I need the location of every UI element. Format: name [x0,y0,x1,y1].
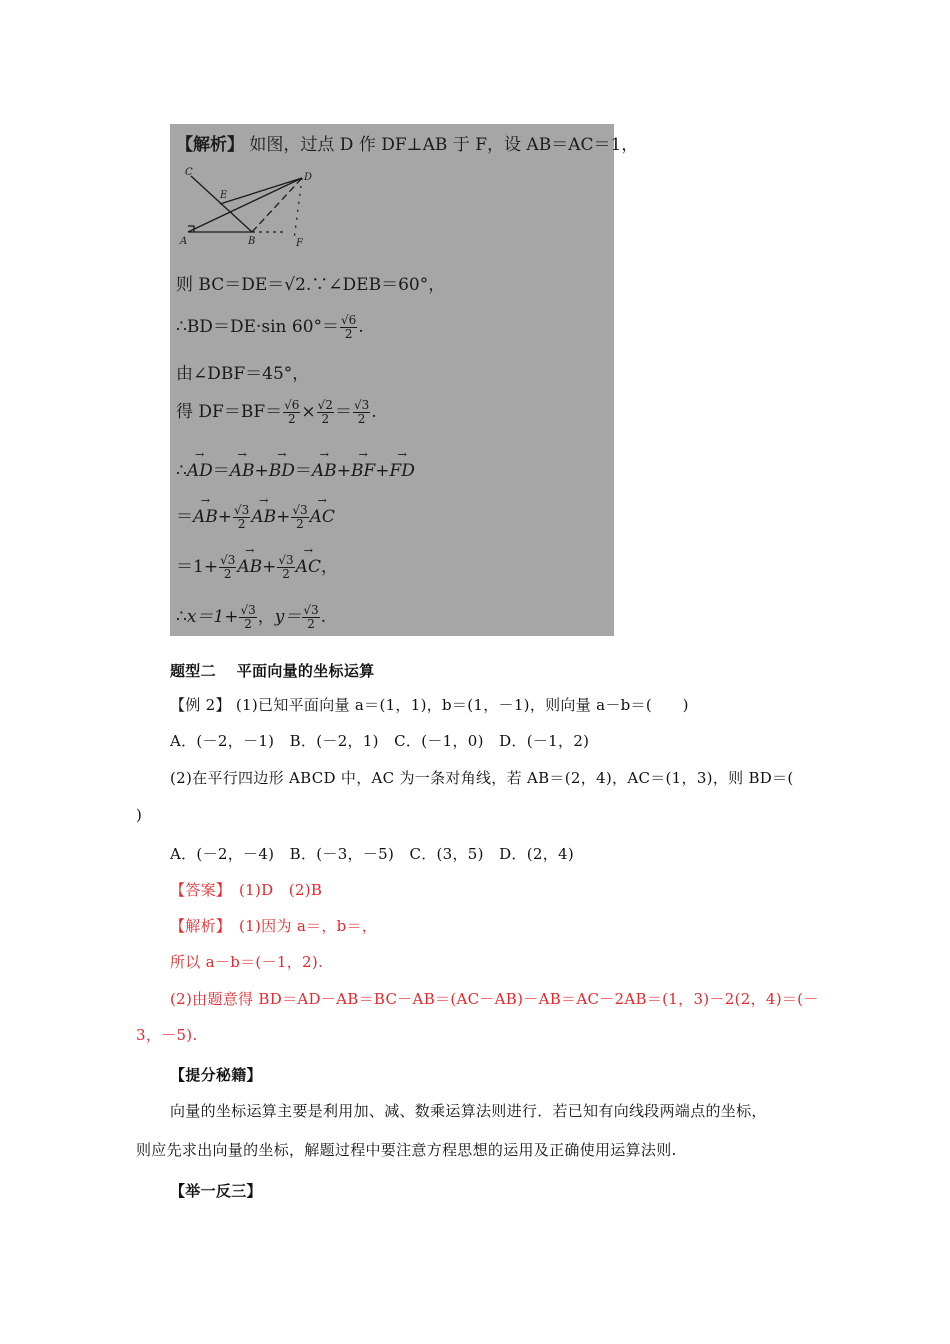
fraction-sqrt3-over-2 [302,604,319,631]
times-sign: × [301,402,316,422]
analysis-line-expand2 [176,552,338,581]
section-title: 题型二 平面向量的坐标运算 [170,662,375,680]
frac-num: √3 [278,553,294,567]
frac-den: 2 [296,517,304,531]
frac-num: √6 [284,398,300,412]
equals-sign: ＝ [294,461,312,481]
answer-line: 【答案】 (1)D (2)B [170,881,323,899]
line-bd-prefix: ∴BD＝DE·sin 60°＝ [176,317,340,337]
frac-den: 2 [237,517,246,531]
period: . [358,317,364,337]
analysis-line-xy [176,602,326,631]
analysis-intro: 如图，过点 D 作 DF⊥AB 于 F，设 AB＝AC＝1， [249,135,639,155]
period: . [371,402,377,422]
period: . [320,607,327,627]
practice-title: 【举一反三】 [170,1182,262,1200]
frac-den: 2 [307,617,315,631]
line-df-prefix: 得 DF＝BF＝ [176,402,283,422]
therefore-sign: ∴ [176,461,187,481]
answer-analysis-4: 3，－5). [136,1026,198,1044]
vector-ac: → AC [310,507,335,527]
analysis-intro-line [176,130,638,155]
plus-sign: + [276,507,291,527]
frac-num: √3 [234,503,250,517]
plus-sign: + [203,557,219,577]
vector-ad: → AD [187,461,213,481]
analysis-line-ad-sum [176,456,415,481]
analysis-line-dbf: 由∠DBF＝45°， [176,364,310,384]
tips-paragraph-line1: 向量的坐标运算主要是利用加、减、数乘运算法则进行．若已知有向线段两端点的坐标， [170,1102,767,1120]
vector-ab: → AB [193,507,218,527]
figure-label-d: D [304,172,313,183]
vector-fd: → FD [389,461,414,481]
frac-num: √3 [303,603,319,617]
figure-label-e: E [220,190,228,201]
figure-label-a: A [180,236,188,247]
equals-sign: ＝ [334,402,352,422]
plus-sign: + [254,461,269,481]
fraction-sqrt3-over-2 [233,504,250,531]
fraction-sqrt3-over-2 [239,604,256,631]
frac-den: 2 [287,412,296,426]
analysis-scan-image [170,124,639,636]
answer-analysis-1: 【解析】 (1)因为 a＝，b＝， [170,917,378,935]
one: 1 [193,557,204,577]
frac-num: √2 [317,398,333,412]
fraction-sqrt2-over-2 [317,399,334,426]
fraction-sqrt3-over-2 [291,504,308,531]
equals-sign: ＝ [212,461,230,481]
frac-den: 2 [357,412,366,426]
example2-question1: 【例 2】 (1)已知平面向量 a＝(1，1)，b＝(1，－1)，则向量 a－b＝( ) [170,696,689,714]
figure-label-c: C [185,167,193,178]
example2-question2-options: A．(－2，－4) B．(－3，－5) C．(3，5) D．(2，4) [170,845,575,863]
frac-den: 2 [223,567,232,581]
fraction-sqrt3-over-2 [353,399,370,426]
vector-bd: → BD [269,461,295,481]
frac-den: 2 [282,567,290,581]
tips-title: 【提分秘籍】 [170,1066,262,1084]
frac-num: √3 [220,553,236,567]
fraction-sqrt3-over-2 [219,554,236,581]
fraction-sqrt3-over-2 [277,554,294,581]
figure-label-b: B [248,236,256,247]
equals-sign: ＝ [176,557,193,577]
analysis-line-df [176,397,377,426]
frac-num: √3 [240,603,256,617]
example2-question2-line1: (2)在平行四边形 ABCD 中，AC 为一条对角线，若 AB＝(2，4)，AC＝(1，3)，则 BD＝( [170,769,794,787]
vector-ab: → AB [230,461,255,481]
vector-ab: → AB [312,461,337,481]
comma: ， [320,557,338,577]
frac-den: 2 [244,617,252,631]
vector-bf: → BF [351,461,375,481]
frac-num: √3 [292,503,308,517]
frac-den: 2 [344,327,353,341]
comma: ， [257,607,275,627]
answer-analysis-2: 所以 a－b＝(－1，2). [170,953,324,971]
analysis-label: 【解析】 [176,135,244,155]
y-value-label: y＝ [274,607,302,627]
frac-num: √3 [353,398,370,412]
x-value-label: x＝1+ [186,607,239,627]
analysis-line-bc: 则 BC＝DE＝√2.∵∠DEB＝60°， [176,275,446,295]
plus-sign: + [336,461,351,481]
plus-sign: + [262,557,277,577]
example2-question1-options: A．(－2，－1) B．(－2，1) C．(－1，0) D．(－1，2) [170,732,590,750]
fraction-sqrt6-over-2 [283,399,300,426]
geometry-figure [176,166,316,250]
frac-num: √6 [341,313,357,327]
equals-sign: ＝ [176,507,193,527]
therefore-sign: ∴ [176,607,187,627]
plus-sign: + [375,461,390,481]
vector-ab: → AB [251,507,276,527]
frac-den: 2 [321,412,330,426]
figure-label-f: F [296,238,303,249]
vector-ab: → AB [237,557,262,577]
answer-analysis-3: (2)由题意得 BD＝AD－AB＝BC－AB＝(AC－AB)－AB＝AC－2AB＝(1，3)－2(2，4)＝(－ [170,990,819,1008]
plus-sign: + [217,507,233,527]
analysis-line-expand1 [176,502,335,531]
tips-paragraph-line2: 则应先求出向量的坐标，解题过程中要注意方程思想的运用及正确使用运算法则. [136,1141,677,1159]
vector-ac: → AC [296,557,321,577]
analysis-line-bd [176,312,364,341]
fraction-sqrt6-over-2 [340,314,357,341]
example2-question2-line2: ) [136,806,143,824]
